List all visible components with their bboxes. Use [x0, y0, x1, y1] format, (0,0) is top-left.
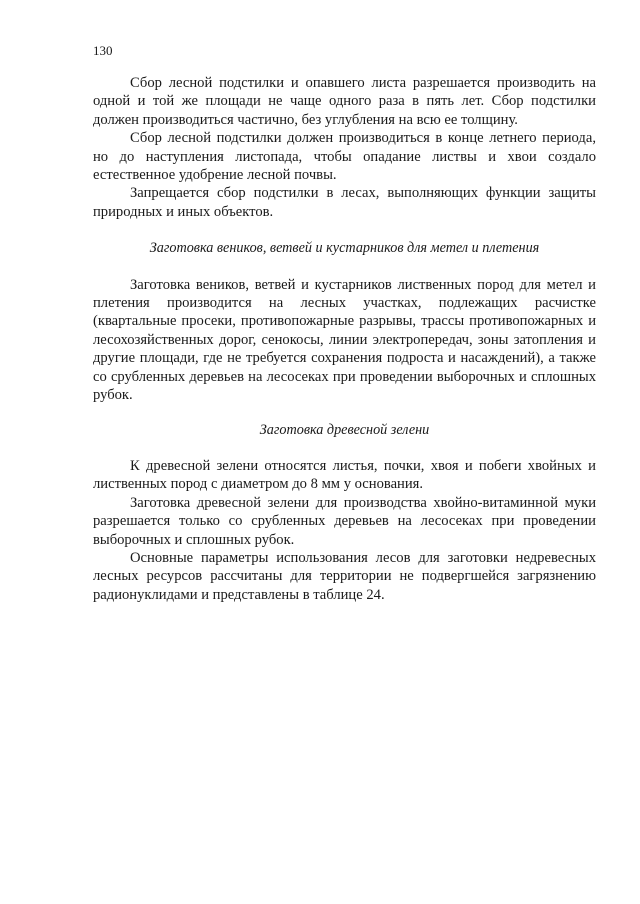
paragraph: К древесной зелени относятся листья, почки, хвоя и побеги хвойных и лиственных пород с диаметром до 8 мм у основания. — [93, 457, 596, 493]
section-heading-brooms: Заготовка веников, ветвей и кустарников для метел и плетения — [149, 240, 540, 257]
page-number: 130 — [93, 43, 113, 58]
paragraph: Запрещается сбор подстилки в лесах, выполняющих функции защиты природных и иных объектов. — [93, 185, 596, 220]
paragraph: Основные параметры использования лесов для заготовки недревесных лесных ресурсов рассчитаны для территории не подвергшейся загрязнению радионуклидами и представлены в таблице 24. — [93, 549, 596, 603]
paragraph: Заготовка веников, ветвей и кустарников лиственных пород для метел и плетения производится на лесных участках, подлежащих расчистке (квартальные просеки, противопожарные разрывы, трассы противопожарных и лесохозяйственных дорог, сенокосы, линии электропередач, зоны затопления и другие площади, где не требуется сохранения подроста и насаждений), а также со срубленных деревьев на лесосеках при проведении выборочных и сплошных рубок. — [93, 276, 596, 404]
document-body — [93, 74, 596, 604]
paragraph: Сбор лесной подстилки и опавшего листа разрешается производить на одной и той же площади не чаще одного раза в пять лет. Сбор подстилки должен производиться частично, без углубления на всю ее толщину. — [93, 75, 596, 128]
paragraph: Заготовка древесной зелени для производства хвойно-витаминной муки разрешается только со срубленных деревьев на лесосеках при проведении выборочных и сплошных рубок. — [93, 494, 596, 548]
paragraph: Сбор лесной подстилки должен производиться в конце летнего периода, но до наступления листопада, чтобы опадание листвы и хвои создало естественное удобрение лесной почвы. — [93, 130, 596, 184]
section-heading-greenery: Заготовка древесной зелени — [259, 421, 430, 438]
